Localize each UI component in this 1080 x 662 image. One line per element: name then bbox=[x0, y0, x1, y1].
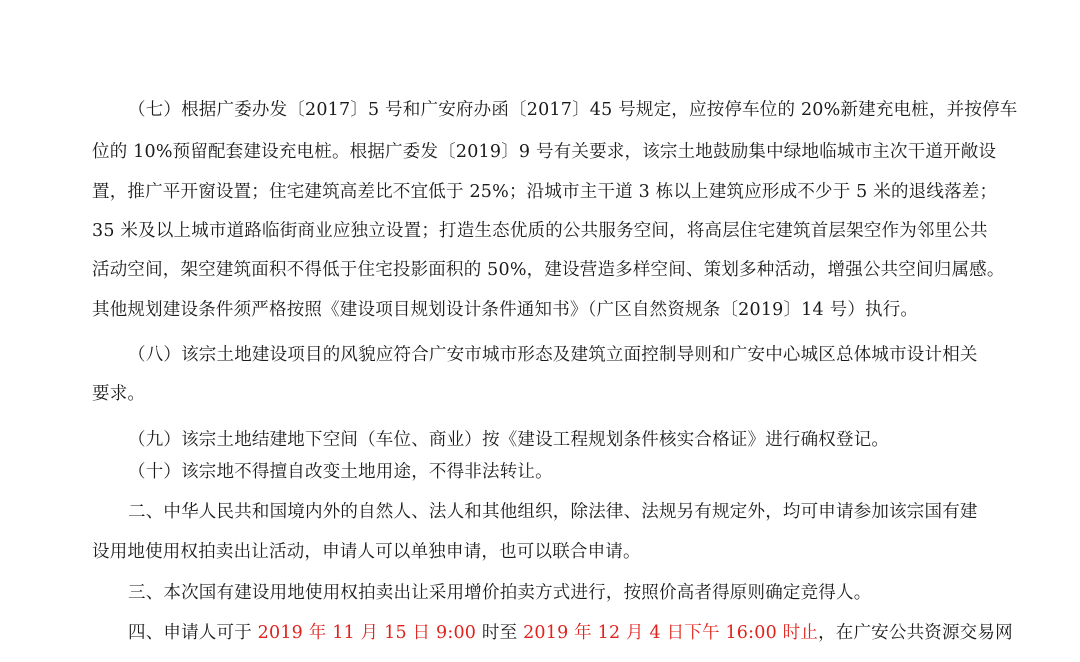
section-4-line-1 bbox=[128, 621, 1028, 645]
paragraph-7-line-3: 置，推广平开窗设置；住宅建筑高差比不宜低于 25%；沿城市主干道 3 栋以上建筑应形成不少于 5 米的退线落差； bbox=[92, 182, 998, 202]
paragraph-10: （十）该宗地不得擅自改变土地用途，不得非法转让。 bbox=[128, 462, 553, 482]
paragraph-7-line-5: 活动空间，架空建筑面积不得低于住宅投影面积的 50%，建设营造多样空间、策划多种活动，增强公共空间归属感。 bbox=[92, 260, 1005, 280]
application-end-date: 2019 年 12 月 4 日下午 16:00 时止 bbox=[523, 623, 819, 643]
application-start-date: 2019 年 11 月 15 日 9:00 bbox=[257, 623, 477, 643]
section-2-line-2: 设用地使用权拍卖出让活动，申请人可以单独申请，也可以联合申请。 bbox=[92, 542, 641, 562]
section-4-prefix: 四、申请人可于 bbox=[128, 623, 258, 643]
section-4-suffix: ，在广安公共资源交易网 bbox=[818, 623, 1013, 643]
paragraph-8-line-2: 要求。 bbox=[92, 384, 146, 404]
paragraph-9: （九）该宗土地结建地下空间（车位、商业）按《建设工程规划条件核实合格证》进行确权登记。 bbox=[128, 430, 890, 450]
section-3: 三、本次国有建设用地使用权拍卖出让采用增价拍卖方式进行，按照价高者得原则确定竞得人。 bbox=[128, 583, 872, 603]
section-4-middle: 时至 bbox=[476, 623, 524, 643]
paragraph-7-line-2: 位的 10%预留配套建设充电桩。根据广委发〔2019〕9 号有关要求，该宗土地鼓励集中绿地临城市主次干道开敞设 bbox=[92, 142, 997, 162]
section-2-line-1: 二、中华人民共和国境内外的自然人、法人和其他组织，除法律、法规另有规定外，均可申请参加该宗国有建 bbox=[128, 502, 978, 522]
paragraph-7-line-1: （七）根据广委办发〔2017〕5 号和广安府办函〔2017〕45 号规定，应按停车位的 20%新建充电桩，并按停车 bbox=[128, 100, 1018, 120]
paragraph-7-line-6: 其他规划建设条件须严格按照《建设项目规划设计条件通知书》（广区自然资规条〔2019〕14 号）执行。 bbox=[92, 300, 919, 320]
paragraph-7-line-4: 35 米及以上城市道路临街商业应独立设置；打造生态优质的公共服务空间，将高层住宅建筑首层架空作为邻里公共 bbox=[92, 221, 988, 241]
paragraph-8-line-1: （八）该宗土地建设项目的风貌应符合广安市城市形态及建筑立面控制导则和广安中心城区总体城市设计相关 bbox=[128, 345, 978, 365]
